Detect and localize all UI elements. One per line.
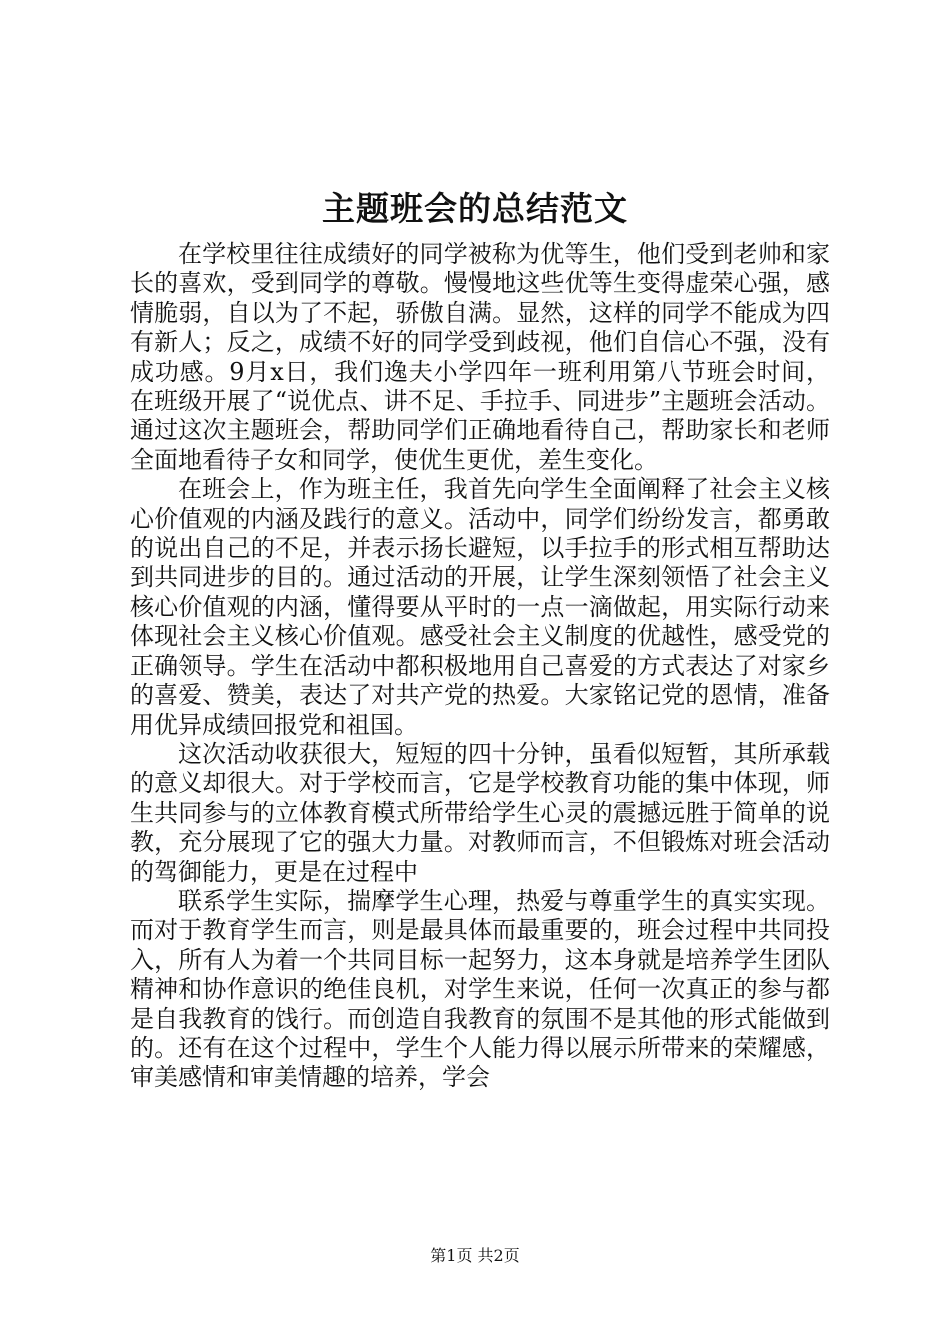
document-title: 主题班会的总结范文 bbox=[322, 189, 628, 228]
paragraph: 这次活动收获很大，短短的四十分钟，虽看似短暂，其所承载的意义却很大。对于学校而言，它是学校教育功能的集中体现，师生共同参与的立体教育模式所带给学生心灵的震撼远胜于简单的说教，充分展现了它的强大力量。对教师而言，不但锻炼对班会活动的驾御能力，更是在过程中 bbox=[130, 739, 830, 886]
page-number-footer: 第1页 共2页 bbox=[430, 1246, 520, 1265]
paragraph: 在班会上，作为班主任，我首先向学生全面阐释了社会主义核心价值观的内涵及践行的意义。活动中，同学们纷纷发言，都勇敢的说出自己的不足，并表示扬长避短，以手拉手的形式相互帮助达到共同进步的目的。通过活动的开展，让学生深刻领悟了社会主义核心价值观的内涵，懂得要从平时的一点一滴做起，用实际行动来体现社会主义核心价值观。感受社会主义制度的优越性，感受党的正确领导。学生在活动中都积极地用自己喜爱的方式表达了对家乡的喜爱、赞美，表达了对共产党的热爱。大家铭记党的恩情，准备用优异成绩回报党和祖国。 bbox=[130, 475, 830, 739]
paragraph: 联系学生实际，揣摩学生心理，热爱与尊重学生的真实实现。而对于教育学生而言，则是最具体而最重要的，班会过程中共同投入，所有人为着一个共同目标一起努力，这本身就是培养学生团队精神和协作意识的绝佳良机，对学生来说，任何一次真正的参与都是自我教育的饯行。而创造自我教育的氛围不是其他的形式能做到的。还有在这个过程中，学生个人能力得以展示所带来的荣耀感，审美感情和审美情趣的培养，学会 bbox=[130, 886, 830, 1092]
document-body bbox=[130, 240, 830, 1093]
paragraph: 在学校里往往成绩好的同学被称为优等生，他们受到老帅和家长的喜欢，受到同学的尊敬。慢慢地这些优等生变得虚荣心强，感情脆弱，自以为了不起，骄傲自满。显然，这样的同学不能成为四有新人；反之，成绩不好的同学受到歧视，他们自信心不强，没有成功感。9月x日，我们逸夫小学四年一班利用第八节班会时间，在班级开展了“说优点、讲不足、手拉手、同进步”主题班会活动。通过这次主题班会，帮助同学们正确地看待自己，帮助家长和老师全面地看待子女和同学，使优生更优，差生变化。 bbox=[130, 240, 830, 474]
